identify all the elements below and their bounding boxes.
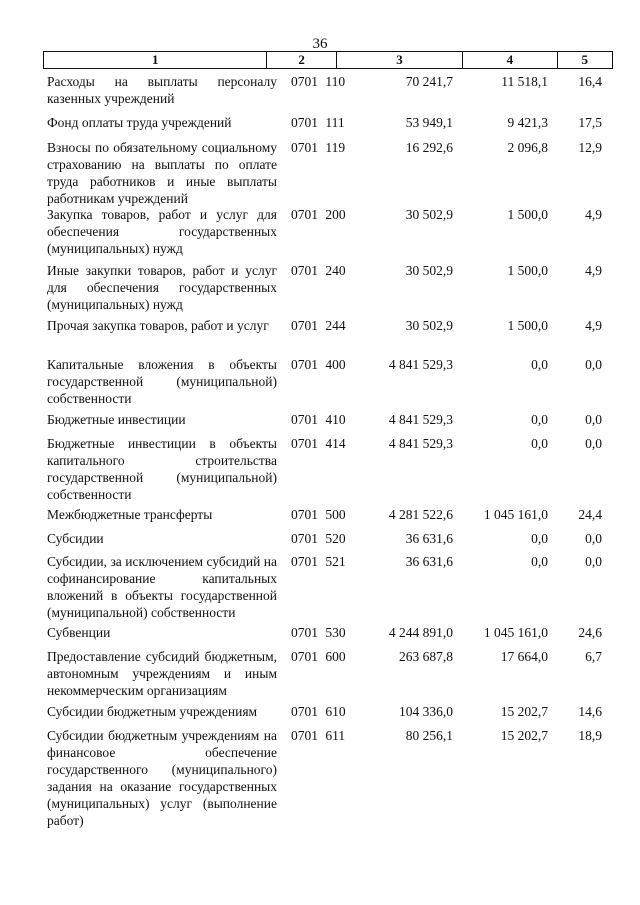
row-value-4: 2 096,8	[507, 140, 548, 155]
page-number: 36	[312, 36, 328, 52]
row-value-4: 1 500,0	[507, 263, 548, 278]
row-value-4: 1 045 161,0	[483, 625, 548, 640]
row-name: Бюджетные инвестиции в объекты капитального строительства государственной (муниципальной) собственности	[47, 436, 277, 502]
row-value-3: 4 244 891,0	[388, 625, 453, 640]
row-value-5: 6,7	[585, 649, 602, 664]
row-value-3: 36 631,6	[405, 531, 453, 546]
row-value-5: 4,9	[585, 263, 602, 278]
row-code: 0701 200	[291, 207, 346, 222]
row-value-5: 0,0	[585, 531, 602, 546]
row-name: Фонд оплаты труда учреждений	[47, 115, 232, 130]
row-code: 0701 530	[291, 625, 346, 640]
row-code: 0701 240	[291, 263, 346, 278]
row-code: 0701 119	[291, 140, 346, 155]
row-value-3: 53 949,1	[405, 115, 453, 130]
row-value-5: 24,6	[578, 625, 602, 640]
row-name: Субвенции	[47, 625, 111, 640]
row-value-3: 16 292,6	[405, 140, 453, 155]
row-code: 0701 111	[291, 115, 345, 130]
row-value-3: 4 281 522,6	[388, 507, 453, 522]
row-value-5: 4,9	[585, 207, 602, 222]
header-col-5: 5	[557, 52, 612, 68]
row-value-5: 12,9	[578, 140, 602, 155]
row-value-4: 0,0	[531, 554, 548, 569]
row-value-3: 4 841 529,3	[388, 412, 453, 427]
row-value-5: 0,0	[585, 412, 602, 427]
row-code: 0701 410	[291, 412, 346, 427]
row-value-3: 104 336,0	[399, 704, 453, 719]
row-code: 0701 244	[291, 318, 346, 333]
row-code: 0701 414	[291, 436, 346, 451]
row-name: Предоставление субсидий бюджетным, автономным учреждениям и иным некоммерческим организациям	[47, 649, 277, 698]
row-code: 0701 520	[291, 531, 346, 546]
row-code: 0701 110	[291, 74, 346, 89]
row-name: Прочая закупка товаров, работ и услуг	[47, 318, 269, 333]
row-code: 0701 400	[291, 357, 346, 372]
row-value-4: 1 500,0	[507, 318, 548, 333]
row-value-5: 0,0	[585, 357, 602, 372]
row-value-4: 1 045 161,0	[483, 507, 548, 522]
row-value-3: 4 841 529,3	[388, 436, 453, 451]
header-col-3: 3	[336, 52, 463, 68]
row-value-3: 30 502,9	[405, 318, 453, 333]
row-name: Иные закупки товаров, работ и услуг для обеспечения государственных (муниципальных) нужд	[47, 263, 277, 312]
row-value-3: 4 841 529,3	[388, 357, 453, 372]
row-code: 0701 600	[291, 649, 346, 664]
row-value-3: 36 631,6	[405, 554, 453, 569]
row-value-5: 0,0	[585, 554, 602, 569]
row-name: Субсидии бюджетным учреждениям на финансовое обеспечение государственного (муниципального) задания на оказание государственных (муниципальных) услуг (выполнение работ)	[47, 728, 277, 828]
row-name: Расходы на выплаты персоналу казенных учреждений	[47, 74, 277, 106]
header-col-4: 4	[462, 52, 556, 68]
row-name: Закупка товаров, работ и услуг для обеспечения государственных (муниципальных) нужд	[47, 207, 277, 256]
row-value-5: 16,4	[578, 74, 602, 89]
row-name: Капитальные вложения в объекты государственной (муниципальной) собственности	[47, 357, 277, 406]
row-value-5: 14,6	[578, 704, 602, 719]
row-value-4: 9 421,3	[507, 115, 548, 130]
row-value-4: 0,0	[531, 412, 548, 427]
row-value-4: 0,0	[531, 357, 548, 372]
row-value-5: 17,5	[578, 115, 602, 130]
row-code: 0701 500	[291, 507, 346, 522]
row-value-3: 70 241,7	[405, 74, 453, 89]
row-code: 0701 610	[291, 704, 346, 719]
header-col-1: 1	[151, 52, 159, 67]
row-value-5: 4,9	[585, 318, 602, 333]
row-value-4: 15 202,7	[500, 728, 548, 743]
row-code: 0701 611	[291, 728, 346, 743]
row-value-4: 1 500,0	[507, 207, 548, 222]
row-name: Бюджетные инвестиции	[47, 412, 186, 427]
row-name: Субсидии, за исключением субсидий на софинансирование капитальных вложений в объекты государственной (муниципальной) собственности	[47, 554, 277, 620]
row-value-3: 80 256,1	[405, 728, 453, 743]
header-col-2: 2	[266, 52, 335, 68]
row-name: Субсидии	[47, 531, 104, 546]
row-value-3: 263 687,8	[399, 649, 453, 664]
row-value-3: 30 502,9	[405, 207, 453, 222]
row-value-4: 0,0	[531, 531, 548, 546]
row-value-3: 30 502,9	[405, 263, 453, 278]
row-value-4: 15 202,7	[500, 704, 548, 719]
row-code: 0701 521	[291, 554, 346, 569]
table-header	[43, 51, 613, 69]
row-name: Взносы по обязательному социальному страхованию на выплаты по оплате труда работников и иные выплаты работникам учреждений	[47, 140, 277, 206]
row-value-4: 0,0	[531, 436, 548, 451]
row-value-4: 17 664,0	[500, 649, 548, 664]
row-name: Межбюджетные трансферты	[47, 507, 213, 522]
row-value-5: 24,4	[578, 507, 602, 522]
row-name: Субсидии бюджетным учреждениям	[47, 704, 258, 719]
row-value-4: 11 518,1	[501, 74, 548, 89]
row-value-5: 18,9	[578, 728, 602, 743]
row-value-5: 0,0	[585, 436, 602, 451]
